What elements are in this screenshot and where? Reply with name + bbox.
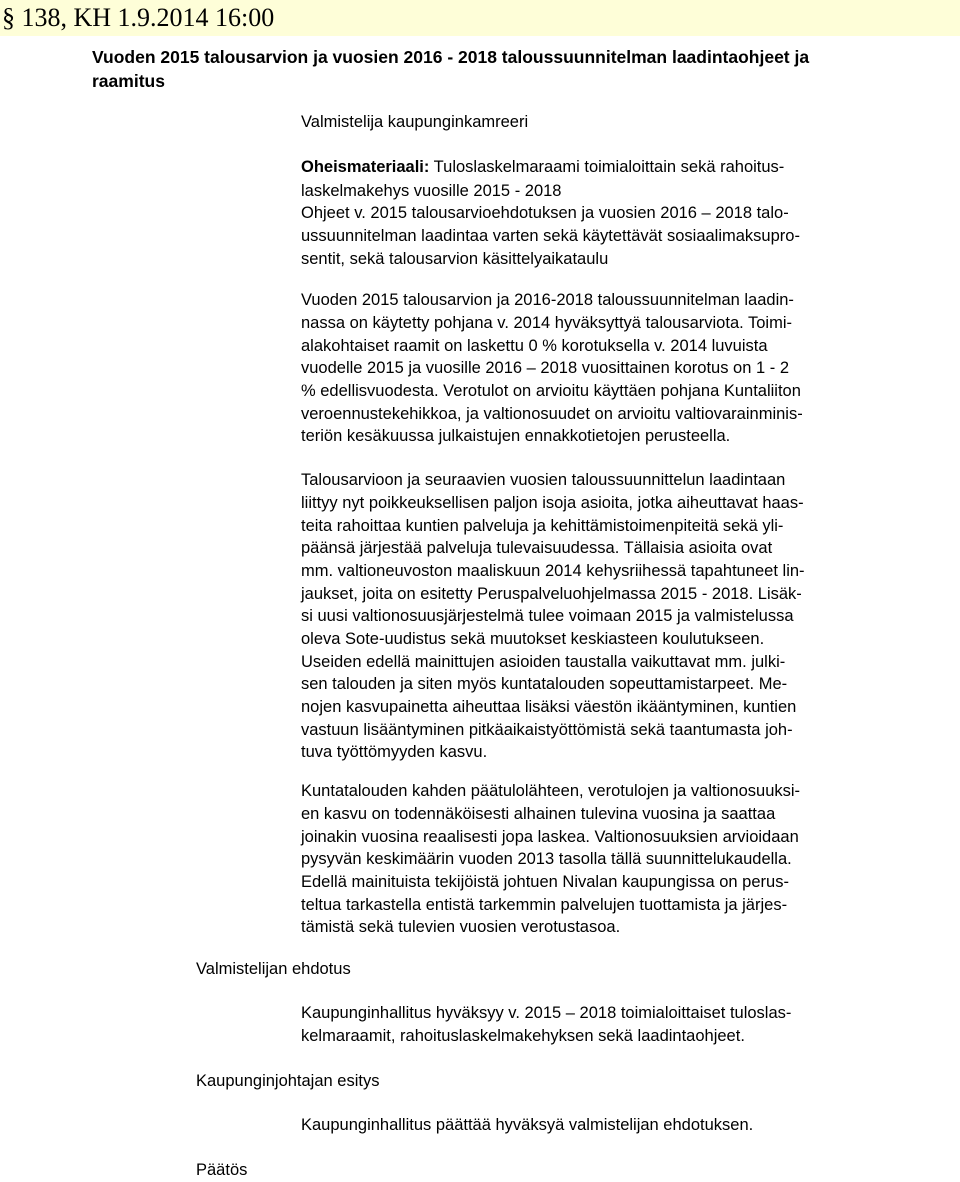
- paragraph-line: alakohtaiset raamit on laskettu 0 % korotuksella v. 2014 luvuista: [301, 337, 768, 355]
- paragraph-line: Useiden edellä mainittujen asioiden taustalla vaikuttavat mm. julki-: [301, 653, 786, 671]
- paragraph-line: sen talouden ja siten myös kuntatalouden sopeuttamistarpeet. Me-: [301, 675, 788, 693]
- paragraph-line: en kasvu on todennäköisesti alhainen tulevina vuosina ja saattaa: [301, 805, 776, 823]
- paragraph-line: vuodelle 2015 ja vuosille 2016 – 2018 vuosittainen korotus on 1 - 2: [301, 359, 790, 377]
- proposal-line: kelmaraamit, rahoituslaskelmakehyksen sekä laadintaohjeet.: [301, 1027, 745, 1045]
- paragraph-line: päänsä järjestää palveluja tulevaisuudessa. Tällaisia asioita ovat: [301, 539, 773, 557]
- proposal-line: Kaupunginhallitus hyväksyy v. 2015 – 2018 toimialoittaiset tuloslas-: [301, 1004, 792, 1022]
- attachments-line: Ohjeet v. 2015 talousarvioehdotuksen ja vuosien 2016 – 2018 talo-: [301, 204, 789, 222]
- paragraph-line: joinakin vuosina reaalisesti jopa laskea. Valtionosuuksien arvioidaan: [301, 828, 799, 846]
- paragraph-line: veroennustekehikkoa, ja valtionosuudet on arvioitu valtiovarainminis-: [301, 405, 803, 423]
- paragraph-line: teriön kesäkuussa julkaistujen ennakkotietojen perusteella.: [301, 427, 731, 445]
- paragraph-line: oleva Sote-uudistus sekä muutokset keskiasteen koulutukseen.: [301, 630, 765, 648]
- paragraph-line: pysyvän keskimäärin vuoden 2013 tasolla tällä suunnittelukaudella.: [301, 850, 792, 868]
- title-line: Vuoden 2015 talousarvion ja vuosien 2016 - 2018 taloussuunnitelman laadintaohjeet ja: [92, 47, 810, 67]
- mayor-label: Kaupunginjohtajan esitys: [196, 1072, 380, 1090]
- paragraph-line: si uusi valtionosuusjärjestelmä tulee voimaan 2015 ja valmistelussa: [301, 607, 794, 625]
- attachments-line: laskelmakehys vuosille 2015 - 2018: [301, 182, 562, 200]
- paragraph-line: jaukset, joita on esitetty Peruspalveluohjelmassa 2015 - 2018. Lisäk-: [301, 585, 802, 603]
- attachments-text: Tuloslaskelmaraami toimialoittain sekä rahoitus-: [429, 158, 785, 176]
- paragraph-line: % edellisvuodesta. Verotulot on arvioitu käyttäen pohjana Kuntaliiton: [301, 382, 801, 400]
- paragraph-line: liittyy nyt poikkeuksellisen paljon isoja asioita, jotka aiheuttavat haas-: [301, 494, 804, 512]
- paragraph-line: Kuntatalouden kahden päätulolähteen, verotulojen ja valtionosuuksi-: [301, 782, 801, 800]
- mayor-text: Kaupunginhallitus päättää hyväksyä valmistelijan ehdotuksen.: [301, 1116, 754, 1134]
- attachments-line: ussuunnitelman laadintaa varten sekä käytettävät sosiaalimaksupro-: [301, 227, 800, 245]
- proposal-label: Valmistelijan ehdotus: [196, 960, 351, 978]
- paragraph-line: tuva työttömyyden kasvu.: [301, 743, 488, 761]
- paragraph-line: nassa on käytetty pohjana v. 2014 hyväksyttyä talousarviota. Toimi-: [301, 314, 792, 332]
- attachments-line: sentit, sekä talousarvion käsittelyaikataulu: [301, 250, 609, 268]
- paragraph-line: vastuun lisääntyminen pitkäaikaistyöttömistä sekä taantumasta joh-: [301, 721, 793, 739]
- paragraph-line: tämistä sekä tulevien vuosien verotustasoa.: [301, 918, 621, 936]
- attachments-label: Oheismateriaali:: [301, 158, 430, 176]
- paragraph-line: Edellä mainituista tekijöistä johtuen Nivalan kaupungissa on perus-: [301, 873, 789, 891]
- document-title: [92, 45, 912, 93]
- paragraph-line: teltua tarkastella entistä tarkemmin palvelujen tuottamista ja järjes-: [301, 896, 788, 914]
- paragraph-line: Talousarvioon ja seuraavien vuosien taloussuunnittelun laadintaan: [301, 471, 786, 489]
- paragraph-line: nojen kasvupainetta aiheuttaa lisäksi väestön ikääntyminen, kuntien: [301, 698, 797, 716]
- paragraph-line: teita rahoittaa kuntien palveluja ja kehittämistoimenpiteitä sekä yli-: [301, 517, 784, 535]
- title-line: raamitus: [92, 71, 165, 91]
- attachments-first-line: [301, 155, 784, 179]
- section-heading: § 138, KH 1.9.2014 16:00: [2, 3, 275, 32]
- preparer: Valmistelija kaupunginkamreeri: [301, 113, 529, 131]
- paragraph-line: mm. valtioneuvoston maaliskuun 2014 kehysriihessä tapahtuneet lin-: [301, 562, 805, 580]
- decision-label: Päätös: [196, 1161, 248, 1179]
- paragraph-line: Vuoden 2015 talousarvion ja 2016-2018 taloussuunnitelman laadin-: [301, 291, 794, 309]
